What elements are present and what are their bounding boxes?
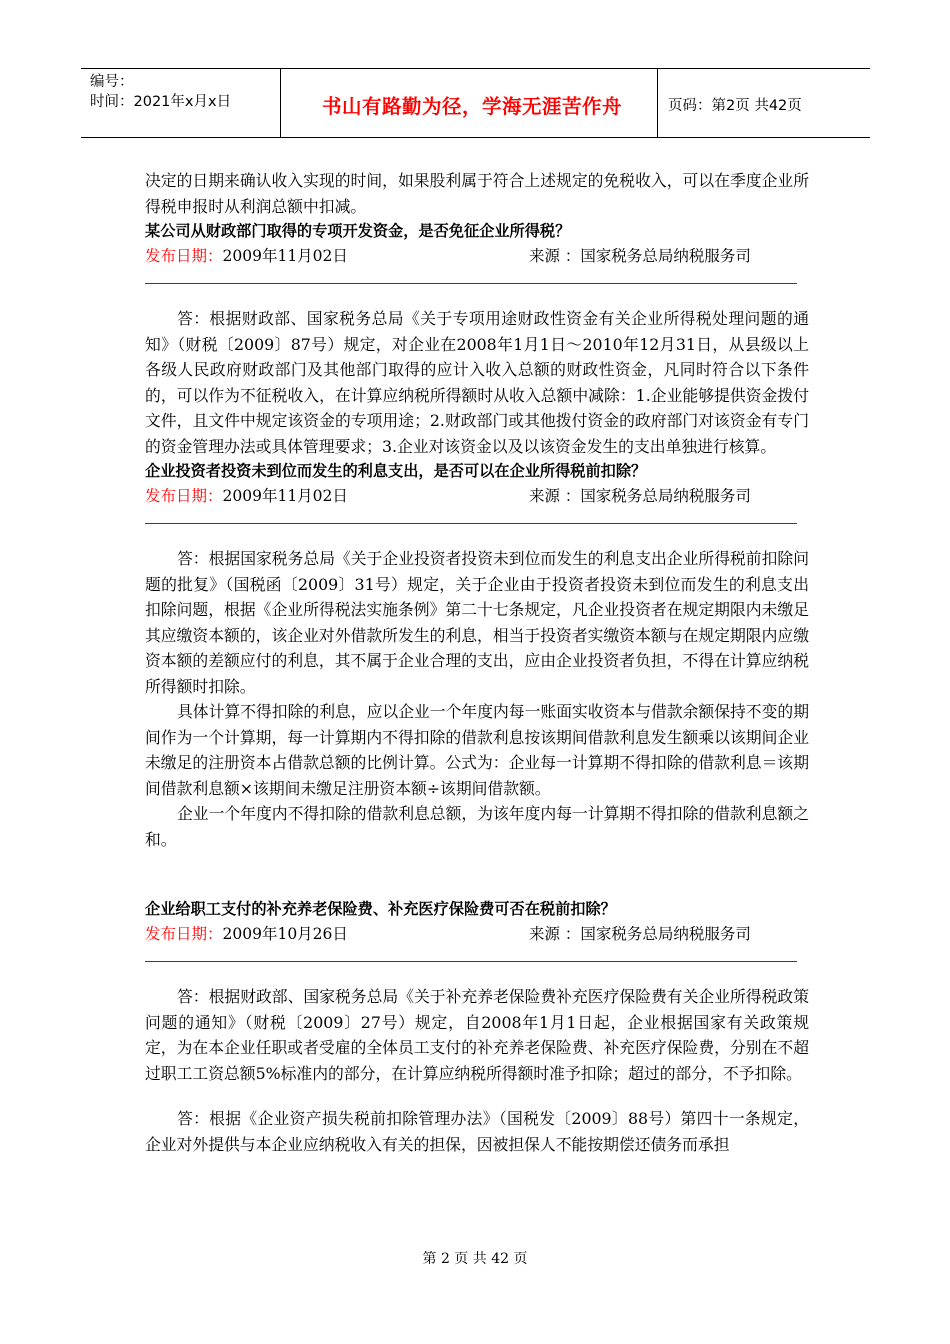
header-meta [90,72,231,112]
answer-paragraph: 答：根据财政部、国家税务总局《关于补充养老保险费补充医疗保险费有关企业所得税政策问题的通知》（财税〔2009〕27号）规定，自2008年1月1日起，企业根据国家有关政策规定，为在本企业任职或者受雇的全体员工支付的补充养老保险费、补充医疗保险费，分别在不超过职工工资总额5%标准内的部分，在计算应纳税所得额时准予扣除；超过的部分，不予扣除。 [145,987,809,1083]
divider-line [145,283,797,284]
number-label: 编号： [90,74,134,90]
publish-date: 2009年11月02日 [222,247,348,265]
publish-meta [145,922,797,947]
date-label: 发布日期： [145,247,223,265]
date-label: 发布日期： [145,925,223,943]
divider-line [145,961,797,962]
qa-section [145,219,809,459]
qa-section [145,459,809,852]
question-title: 企业给职工支付的补充养老保险费、补充医疗保险费可否在税前扣除？ [145,900,616,918]
question-title: 企业投资者投资未到位而发生的利息支出，是否可以在企业所得税前扣除？ [145,462,647,480]
source-text: 来源 ：国家税务总局纳税服务司 [529,247,751,265]
answer-paragraph: 企业一个年度内不得扣除的借款利息总额，为该年度内每一计算期不得扣除的借款利息额之和。 [145,804,809,849]
header-page-info: 页码：第2页 共42页 [668,98,802,114]
question-title: 某公司从财政部门取得的专项开发资金，是否免征企业所得税？ [145,222,571,240]
answer-paragraph: 答：根据《企业资产损失税前扣除管理办法》（国税发〔2009〕88号）第四十一条规定，企业对外提供与本企业应纳税收入有关的担保，因被担保人不能按期偿还债务而承担 [145,1109,809,1154]
publish-meta [145,484,797,509]
document-body [145,168,809,1157]
answer-paragraph: 答：根据国家税务总局《关于企业投资者投资未到位而发生的利息支出企业所得税前扣除问题的批复》（国税函〔2009〕31号）规定，关于企业由于投资者投资未到位而发生的利息支出扣除问题，根据《企业所得税法实施条例》第二十七条规定，凡企业投资者在规定期限内未缴足其应缴资本额的，该企业对外借款所发生的利息，相当于投资者实缴资本额与在规定期限内应缴资本额的差额应付的利息，其不属于企业合理的支出，应由企业投资者负担，不得在计算应纳税所得额时扣除。 [145,549,809,696]
source-text: 来源 ：国家税务总局纳税服务司 [529,487,751,505]
page-footer: 第 2 页 共 42 页 [422,1251,528,1267]
date-label: 发布日期： [145,487,223,505]
source-text: 来源 ：国家税务总局纳税服务司 [529,925,751,943]
time-label: 时间：2021年x月x日 [90,94,232,110]
header-motto: 书山有路勤为径，学海无涯苦作舟 [321,95,622,118]
answer-paragraph: 答：根据财政部、国家税务总局《关于专项用途财政性资金有关企业所得税处理问题的通知》（财税〔2009〕87号）规定，对企业在2008年1月1日～2010年12月31日，从县级以上各级人民政府财政部门及其他部门取得的应计入收入总额的财政性资金，凡同时符合以下条件的，可以作为不征税收入，在计算应纳税所得额时从收入总额中减除：1.企业能够提供资金拨付文件，且文件中规定该资金的专项用途；2.财政部门或其他拨付资金的政府部门对该资金有专门的资金管理办法或具体管理要求；3.企业对该资金以及以该资金发生的支出单独进行核算。 [145,309,809,456]
qa-section [145,897,809,1157]
divider-line [145,523,797,524]
answer-paragraph: 具体计算不得扣除的利息，应以企业一个年度内每一账面实收资本与借款余额保持不变的期间作为一个计算期，每一计算期内不得扣除的借款利息按该期间借款利息发生额乘以该期间企业未缴足的注册资本占借款总额的比例计算。公式为：企业每一计算期不得扣除的借款利息＝该期间借款利息额×该期间未缴足注册资本额÷该期间借款额。 [145,702,809,798]
publish-date: 2009年11月02日 [222,487,348,505]
header-divider [280,68,281,137]
publish-meta [145,244,797,269]
publish-date: 2009年10月26日 [222,925,348,943]
intro-paragraph: 决定的日期来确认收入实现的时间，如果股利属于符合上述规定的免税收入，可以在季度企业所得税申报时从利润总额中扣减。 [145,171,809,216]
